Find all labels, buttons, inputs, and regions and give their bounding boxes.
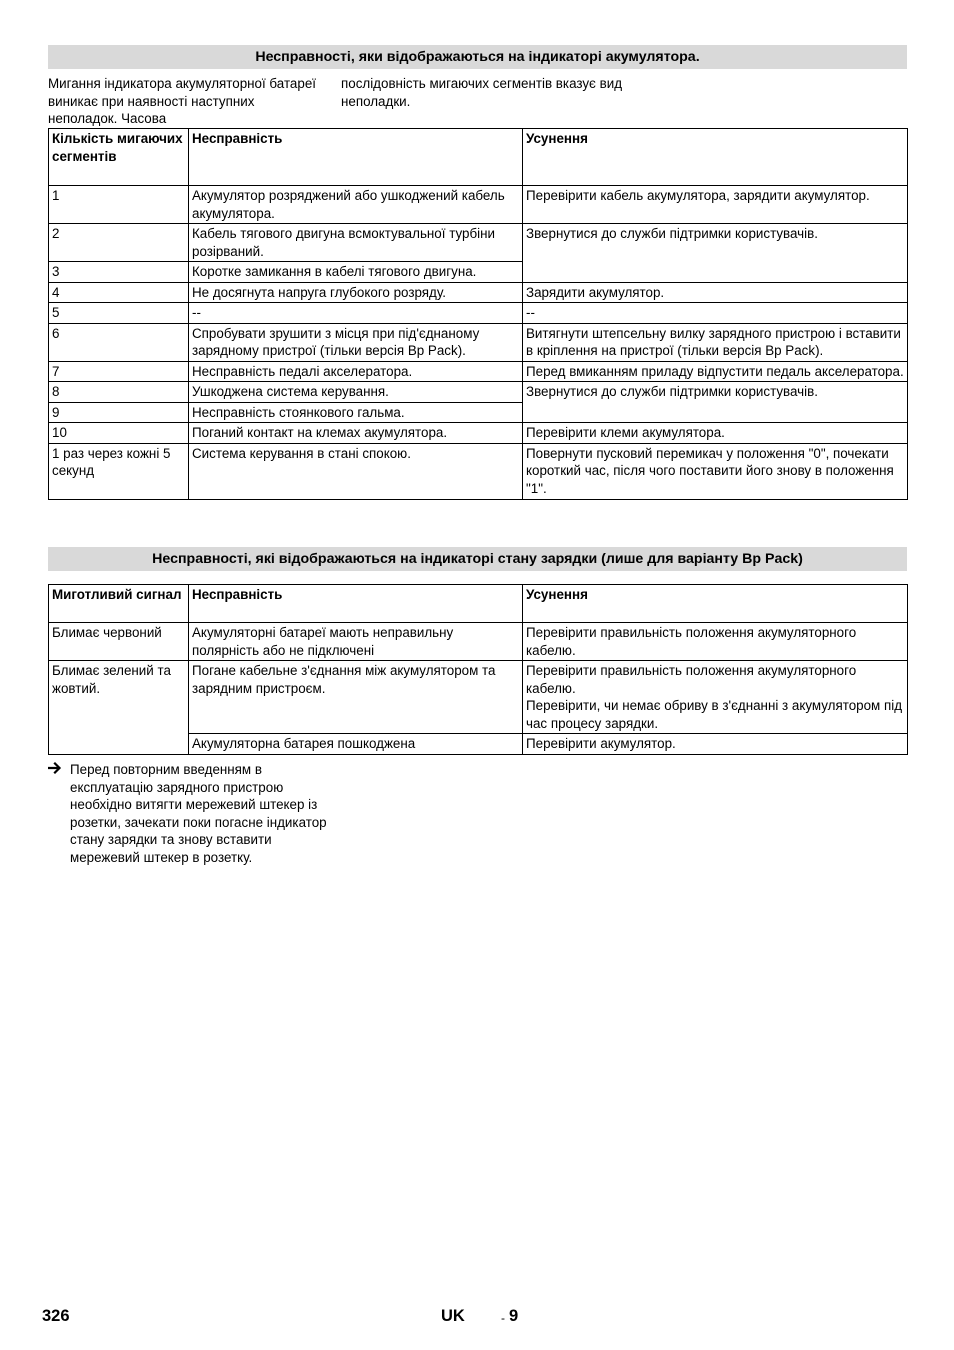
table-row (49, 186, 908, 224)
section-title-battery-indicator: Несправності, яки відображаються на індикаторі акумулятора. (48, 45, 907, 69)
segment-count-cell: 2 (49, 224, 189, 262)
note-text: Перед повторним введенням в експлуатацію зарядного пристрою необхідно витягти мережевий штекер із розетки, зачекати поки погасне індикатор стану зарядки та знову вставити мережевий штекер в розетку. (70, 762, 327, 865)
fault-cell: Погане кабельне з'єднання між акумулятором та зарядним пристроєм. (189, 661, 523, 734)
remedy-line: Перевірити, чи немає обриву в з'єднанні з акумулятором під час процесу зарядки. (526, 698, 903, 731)
table-row (49, 443, 908, 499)
remedy-cell: Звернутися до служби підтримки користувачів. (523, 224, 908, 283)
fault-cell: Несправність педалі акселератора. (189, 361, 523, 382)
fault-cell: -- (189, 303, 523, 324)
sub-page-number: 9 (509, 1307, 519, 1325)
header-fault: Несправність (189, 585, 523, 623)
fault-cell: Система керування в стані спокою. (189, 443, 523, 499)
fault-cell: Не досягнута напруга глубокого розряду. (189, 282, 523, 303)
arrow-right-icon (48, 761, 64, 780)
table-row (49, 423, 908, 444)
signal-cell: Блимає зелений та жовтий. (49, 661, 189, 755)
segment-count-cell: 8 (49, 382, 189, 403)
signal-cell: Блимає червоний (49, 623, 189, 661)
table-row (49, 361, 908, 382)
header-flash-signal: Миготливий сигнал (49, 585, 189, 623)
header-segment-count: Кількість мигаючих сегментів (49, 129, 189, 186)
remedy-cell: Повернути пусковий перемикач у положення "0", почекати короткий час, після чого поставити його знову в положення "1". (523, 443, 908, 499)
table-header-row (49, 585, 908, 623)
language-code: UK (441, 1307, 465, 1325)
page-dash: - (501, 1311, 505, 1325)
fault-cell: Спробувати зрушити з місця при під'єднаному зарядному пристрої (тільки версія Bp Pack). (189, 323, 523, 361)
remedy-cell: Перевірити кабель акумулятора, зарядити акумулятор. (523, 186, 908, 224)
fault-cell: Акумуляторна батарея пошкоджена (189, 734, 523, 755)
header-fault: Несправність (189, 129, 523, 186)
section-title-charge-indicator: Несправності, які відображаються на індикаторі стану зарядки (лише для варіанту Bp Pack) (48, 547, 907, 571)
remedy-cell: Зарядити акумулятор. (523, 282, 908, 303)
table-header-row (49, 129, 908, 186)
battery-faults-table (48, 128, 908, 500)
fault-cell: Акумуляторні батареї мають неправильну полярність або не підключені (189, 623, 523, 661)
remedy-cell (523, 661, 908, 734)
table-row (49, 382, 908, 403)
intro-text-left: Мигання індикатора акумуляторної батареї виникає при наявності наступних неполадок. Часова (48, 76, 316, 126)
segment-count-cell: 10 (49, 423, 189, 444)
segment-count-cell: 1 (49, 186, 189, 224)
remedy-line: Перевірити правильність положення акумуляторного кабелю. (526, 663, 857, 696)
remedy-cell: Перевірити правильність положення акумуляторного кабелю. (523, 623, 908, 661)
table-row (49, 303, 908, 324)
remedy-cell: Перед вмиканням приладу відпустити педаль акселератора. (523, 361, 908, 382)
remedy-cell: Звернутися до служби підтримки користувачів. (523, 382, 908, 423)
table-row (49, 623, 908, 661)
remedy-cell: -- (523, 303, 908, 324)
page-number: 326 (42, 1307, 70, 1325)
header-remedy: Усунення (523, 585, 908, 623)
fault-cell: Поганий контакт на клемах акумулятора. (189, 423, 523, 444)
table-row (49, 224, 908, 262)
remedy-cell: Перевірити клеми акумулятора. (523, 423, 908, 444)
fault-cell: Акумулятор розряджений або ушкоджений кабель акумулятора. (189, 186, 523, 224)
fault-cell: Несправність стоянкового гальма. (189, 402, 523, 423)
segment-count-cell: 6 (49, 323, 189, 361)
fault-cell: Ушкоджена система керування. (189, 382, 523, 403)
intro-text-right: послідовність мигаючих сегментів вказує вид неполадки. (341, 76, 623, 109)
table-row (49, 323, 908, 361)
segment-count-cell: 7 (49, 361, 189, 382)
segment-count-cell: 3 (49, 262, 189, 283)
segment-count-cell: 4 (49, 282, 189, 303)
remedy-cell: Витягнути штепсельну вилку зарядного пристрою і вставити в кріплення на пристрої (тільки версія Bp Pack). (523, 323, 908, 361)
fault-cell: Коротке замикання в кабелі тягового двигуна. (189, 262, 523, 283)
header-remedy: Усунення (523, 129, 908, 186)
remedy-cell: Перевірити акумулятор. (523, 734, 908, 755)
segment-count-cell: 1 раз через кожні 5 секунд (49, 443, 189, 499)
fault-cell: Кабель тягового двигуна всмоктувальної турбіни розірваний. (189, 224, 523, 262)
segment-count-cell: 5 (49, 303, 189, 324)
charge-faults-table (48, 584, 908, 755)
table-row (49, 282, 908, 303)
segment-count-cell: 9 (49, 402, 189, 423)
note-block (48, 761, 338, 867)
table-row (49, 661, 908, 734)
